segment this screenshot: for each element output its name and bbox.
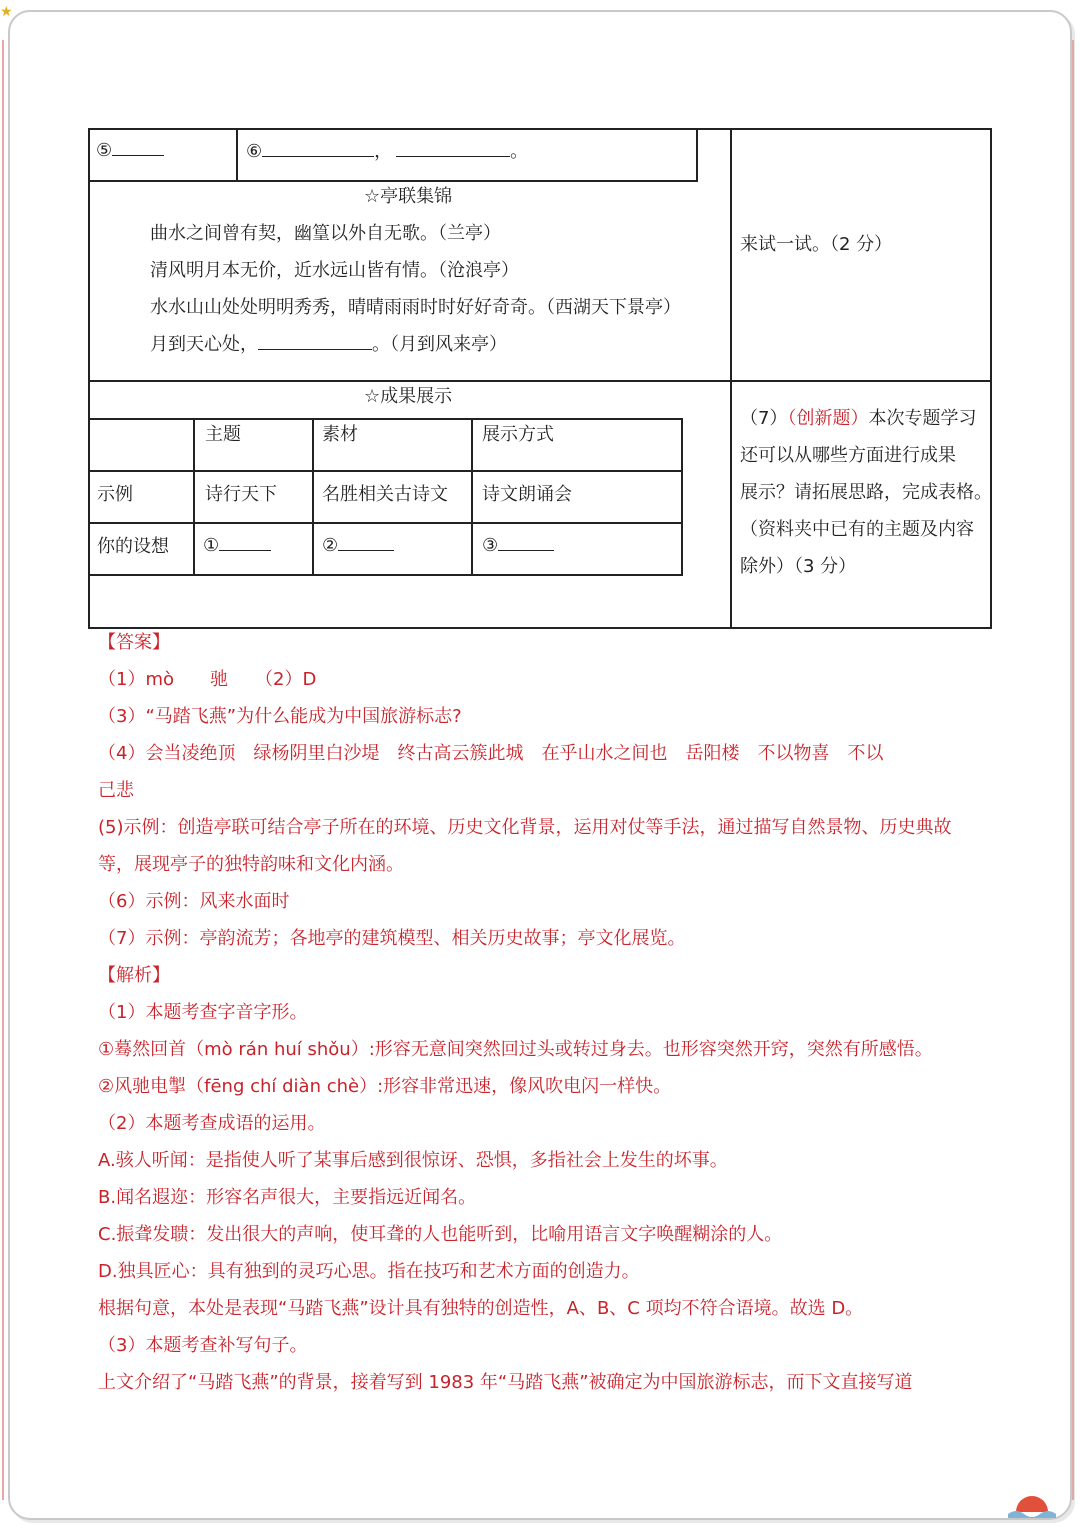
sun-wave-decoration-icon [1006,1488,1058,1518]
idea-blank-1-line[interactable] [219,532,271,551]
question-7-line-5: 除外）（3 分） [740,556,857,577]
answer-5-line-2: 等，展现亭子的独特韵味和文化内涵。 [98,854,404,875]
explanation-2-a: A.骇人听闻：是指使人听了某事后感到很惊讶、恐惧，多指社会上发生的坏事。 [98,1150,728,1171]
blank-6[interactable] [246,137,528,163]
blank-5-number: ⑤ [96,140,113,161]
example-material: 名胜相关古诗文 [322,484,448,505]
example-theme: 诗行天下 [205,484,277,505]
question-7-number: （7） [740,408,788,429]
your-idea-label: 你的设想 [97,536,169,557]
idea-blank-1-number: ① [203,535,220,556]
question-7-line-1-rest: 本次专题学习 [868,408,977,429]
couplet-line-2: 清风明月本无价，近水远山皆有情。（沧浪亭） [150,260,519,281]
explanation-2-d: D.独具匠心：具有独到的灵巧心思。指在技巧和艺术方面的创造力。 [98,1261,640,1282]
question-7-line-1 [740,404,976,430]
explanation-3-a: 上文介绍了“马踏飞燕”的背景，接着写到 1983 年“马踏飞燕”被确定为中国旅游标志，而下文直接写道 [98,1372,913,1393]
blank-6-number: ⑥ [246,141,263,162]
innovation-tag: （创新题） [787,408,869,429]
answer-4-line-1: （4）会当凌绝顶 绿杨阴里白沙堤 终古高云簇此城 在乎山水之间也 岳阳楼 不以物喜 不以 [98,743,884,764]
answer-7: （7）示例：亭韵流芳；各地亭的建筑模型、相关历史故事；亭文化展览。 [98,928,686,949]
blank-6-line-b[interactable] [396,138,510,157]
idea-blank-3[interactable] [482,532,554,556]
answer-4-line-2: 己悲 [98,780,134,801]
question-7-line-4: （资料夹中已有的主题及内容 [740,519,974,540]
explanation-2-b: B.闻名遐迩：形容名声很大，主要指远近闻名。 [98,1187,477,1208]
idea-blank-1[interactable] [203,532,271,556]
analysis-header: 【解析】 [98,965,170,986]
idea-blank-3-line[interactable] [498,532,554,551]
blank-6-line-a[interactable] [262,138,374,157]
frame-accent-right [1072,40,1074,1500]
couplet-line-4-start: 月到天心处， [150,334,258,355]
answer-1-2: （1）mò 驰 （2）D [98,669,317,690]
couplet-line-4-end: 。（月到风来亭） [372,334,507,355]
question-try: 来试一试。（2 分） [740,234,893,255]
explanation-2-conclusion: 根据句意，本处是表现“马踏飞燕”设计具有独特的创造性，A、B、C 项均不符合语境。故选 D。 [98,1298,864,1319]
explanation-3: （3）本题考查补写句子。 [98,1335,308,1356]
explanation-1: （1）本题考查字音字形。 [98,1002,308,1023]
couplet-line-1: 曲水之间曾有契，幽篁以外自无歌。（兰亭） [150,223,501,244]
couplet-line-3: 水水山山处处明明秀秀，晴晴雨雨时时好好奇奇。（西湖天下景亭） [150,297,681,318]
blank-5-line[interactable] [112,137,164,156]
answer-5-line-1: (5)示例：创造亭联可结合亭子所在的环境、历史文化背景，运用对仗等手法，通过描写自然景物、历史典故 [98,817,952,838]
header-display: 展示方式 [482,424,554,445]
question-7-line-3: 展示？请拓展思路，完成表格。 [740,482,992,503]
blank-5[interactable] [96,137,164,161]
answer-3: （3）“马踏飞燕”为什么能成为中国旅游标志? [98,706,462,727]
blank-6-period: 。 [510,141,529,162]
couplets-title: ☆亭联集锦 [364,186,453,207]
explanation-2-c: C.振聋发聩：发出很大的声响，使耳聋的人也能听到，比喻用语言文字唤醒糊涂的人。 [98,1224,783,1245]
example-display: 诗文朗诵会 [482,484,572,505]
idea-blank-2-line[interactable] [338,532,394,551]
blank-6-comma: ， [374,141,393,162]
question-7-line-2: 还可以从哪些方面进行成果 [740,445,956,466]
idea-blank-2[interactable] [322,532,394,556]
explanation-1-b: ②风驰电掣（fēng chí diàn chè）:形容非常迅速，像风吹电闪一样快。 [98,1076,672,1097]
answer-6: （6）示例：风来水面时 [98,891,290,912]
couplet-line-4 [150,330,507,356]
header-theme: 主题 [205,424,241,445]
explanation-2: （2）本题考查成语的运用。 [98,1113,326,1134]
explanation-1-a: ①蓦然回首（mò rán huí shǒu）:形容无意间突然回过头或转过身去。也形容突然开窍，突然有所感悟。 [98,1039,933,1060]
idea-blank-3-number: ③ [482,535,499,556]
idea-blank-2-number: ② [322,535,339,556]
header-material: 素材 [322,424,358,445]
couplet-blank[interactable] [258,331,372,350]
example-label: 示例 [97,484,133,505]
corner-star-icon: ★ [0,4,13,20]
answer-header: 【答案】 [98,632,170,653]
frame-accent-left [2,40,4,1500]
results-title: ☆成果展示 [364,386,453,407]
